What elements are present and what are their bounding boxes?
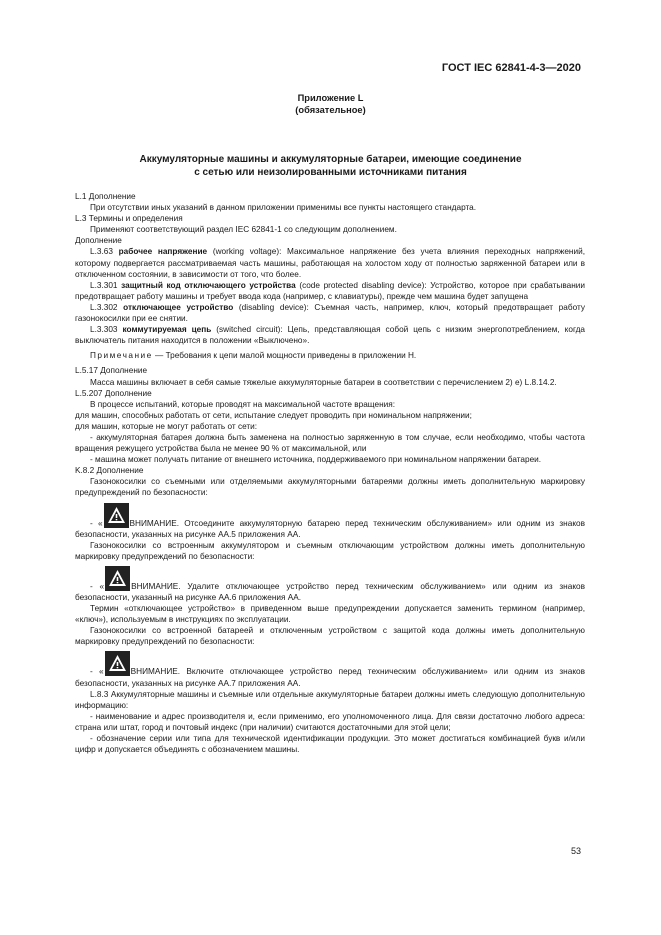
term: рабочее напряжение	[118, 247, 208, 257]
warning-item-1	[75, 503, 585, 540]
definition-disabling-device	[75, 302, 585, 324]
term-definition: (working voltage): Максимальное напряжение без учета влияния переходных напряжений, которому подвергается рассматриваемая часть машины, работающая на холостом ходу от полностью заряженной батареи или в отключенном состоянии, в зависимости от того, что более.	[75, 247, 585, 279]
paragraph: L.3 Термины и определения	[75, 214, 183, 224]
section-title	[0, 153, 661, 179]
warning-text: ВНИМАНИЕ. Включите отключающее устройство перед техническим обслуживанием» или одним из знаков безопасности, указанных на рисунке AA.7 приложения AA.	[75, 667, 585, 688]
warning-triangle-icon	[105, 566, 130, 591]
list-item: - обозначение серии или типа для технической идентификации продукции. Это может достигаться комбинацией букв и/или цифр и допускается объединять с обозначением машины.	[75, 734, 585, 755]
term-number: L.3.301	[90, 280, 122, 290]
warning-item-3	[75, 651, 585, 688]
page-number: 53	[571, 846, 582, 856]
paragraph: Применяют соответствующий раздел IEC 62841-1 со следующим дополнением.	[90, 225, 397, 235]
paragraph: Масса машины включает в себя самые тяжелые аккумуляторные батареи в соответствии с перечислением 2) е) L.8.14.2.	[90, 377, 557, 387]
warning-prefix: - «	[90, 667, 104, 677]
warning-prefix: - «	[90, 518, 103, 528]
section-title-line2: с сетью или неизолированными источниками питания	[194, 167, 467, 178]
paragraph: При отсутствии иных указаний в данном приложении применимы все пункты настоящего стандарта.	[90, 203, 477, 213]
note-label: Примечание	[90, 351, 153, 361]
document-body	[75, 191, 585, 755]
warning-triangle-icon	[105, 651, 130, 676]
paragraph: В процессе испытаний, которые проводят на максимальной частоте вращения:	[90, 399, 396, 409]
paragraph: L.5.207 Дополнение	[75, 388, 152, 398]
warning-item-2	[75, 566, 585, 603]
term: коммутируемая цепь	[122, 325, 212, 335]
list-item: - наименование и адрес производителя и, если применимо, его уполномоченного лица. Для связи достаточно любого адреса: страна или штат, город и почтовый индекс (при наличии) считаются достаточными для этой цели;	[75, 711, 585, 732]
term: защитный код отключающего устройства	[121, 280, 296, 290]
paragraph: Газонокосилки со встроенным аккумулятором и съемным отключающим устройством должны иметь дополнительную маркировку предупреждений по безопасности:	[75, 540, 585, 561]
paragraph: Газонокосилки со встроенной батареей и отключенным устройством с защитой кода должны иметь дополнительную маркировку предупреждений по безопасности:	[75, 626, 585, 647]
paragraph: L.5.17 Дополнение	[75, 366, 148, 376]
term-number: L.3.63	[90, 247, 119, 257]
term-definition: (code protected disabling device): Устройство, которое при срабатывании предотвращает работу машины и требует ввода кода (например, с клавиатуры), прежде чем машина будет запущена	[75, 280, 586, 301]
definition-switched-circuit	[75, 324, 585, 346]
paragraph: L.1 Дополнение	[75, 192, 136, 201]
annex-status: (обязательное)	[295, 105, 366, 115]
paragraph: Газонокосилки со съемными или отделяемыми аккумуляторными батареями должны иметь дополнительную маркировку предупреждений по безопасности:	[75, 477, 585, 498]
warning-prefix: - «	[90, 581, 105, 591]
term: отключающее устройство	[123, 302, 234, 312]
note-text: — Требования к цепи малой мощности приведены в приложении H.	[152, 351, 417, 361]
section-title-line1: Аккумуляторные машины и аккумуляторные батареи, имеющие соединение	[139, 154, 522, 165]
note	[75, 350, 585, 361]
paragraph: для машин, способных работать от сети, испытание следует проводить при номинальном напряжении;	[75, 410, 472, 420]
term-definition: (switched circuit): Цепь, представляющая собой цепь с низким энергопотреблением, когда выключатель питания находится в положении «Выключено».	[75, 325, 585, 346]
paragraph: L.8.3 Аккумуляторные машины и съемные или отдельные аккумуляторные батареи должны иметь следующую дополнительную информацию:	[75, 689, 585, 710]
list-item: - машина может получать питание от внешнего источника, поддерживаемого при номинальном напряжении батареи.	[90, 455, 542, 465]
paragraph: Дополнение	[75, 236, 122, 246]
paragraph: для машин, которые не могут работать от сети:	[75, 421, 258, 431]
warning-text: ВНИМАНИЕ. Отсоедините аккумуляторную батарею перед техническим обслуживанием» или одним из знаков безопасности, указанных на рисунке AA.5 приложения AA.	[75, 518, 585, 539]
paragraph: Термин «отключающее устройство» в приведенном выше предупреждении допускается заменить термином (например, «ключ»), используемым в инструкциях по эксплуатации.	[75, 604, 585, 625]
warning-text: ВНИМАНИЕ. Удалите отключающее устройство перед техническим обслуживанием» или одним из знаков безопасности, указанный на рисунке AA.6 приложения AA.	[75, 581, 585, 602]
term-number: L.3.302	[90, 302, 124, 312]
paragraph: K.8.2 Дополнение	[75, 466, 144, 476]
warning-triangle-icon	[104, 503, 129, 528]
term-number: L.3.303	[90, 325, 123, 335]
list-item: - аккумуляторная батарея должна быть заменена на полностью заряженную в том случае, если необходимо, чтобы частота вращения режущего устройства была не менее 90 % от максимальной, или	[75, 432, 585, 454]
annex-heading	[0, 92, 661, 116]
annex-title: Приложение L	[297, 93, 364, 103]
term-definition: (disabling device): Съемная часть, например, ключ, который предотвращает работу газонокосилки при ее снятии.	[75, 302, 585, 324]
standard-header: ГОСТ IEC 62841-4-3—2020	[441, 62, 581, 74]
definition-working-voltage	[75, 246, 585, 279]
definition-code-protected	[75, 280, 585, 302]
